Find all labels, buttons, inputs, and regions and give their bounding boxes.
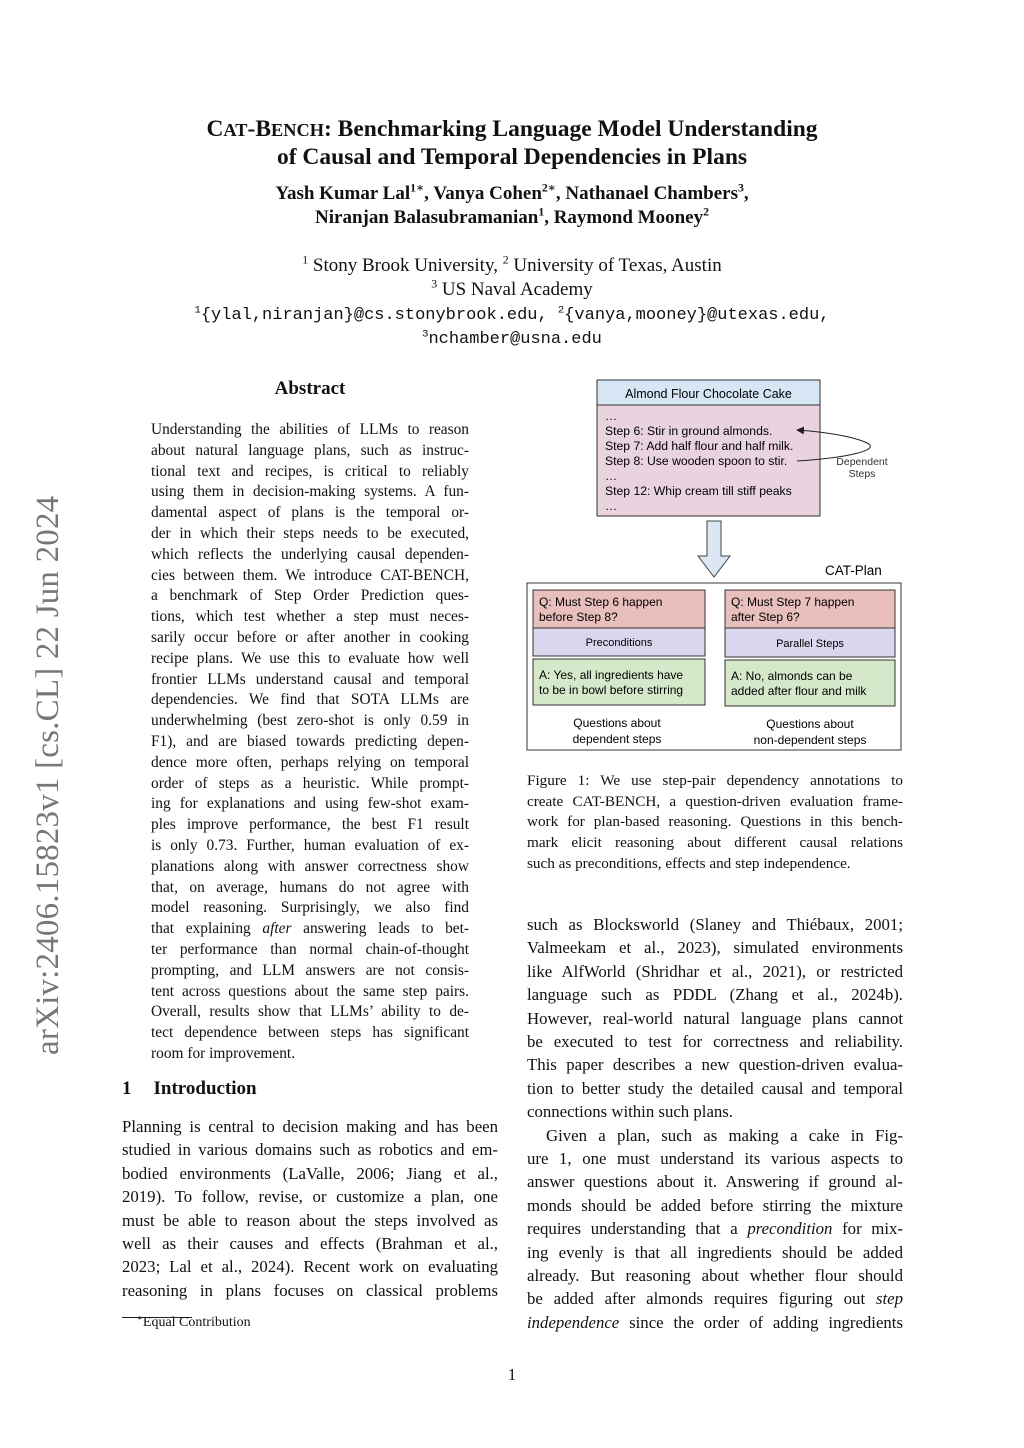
left-answer: A: Yes, all ingredients have (539, 668, 684, 682)
italic-term: step (875, 1289, 903, 1309)
text-line: ter performance than normal chain-of-thought (151, 941, 469, 958)
text-line: 2023; Lal et al., 2024). Recent work on evaluating (122, 1257, 498, 1277)
left-question: Q: Must Step 6 happen (539, 595, 663, 609)
text-line: independence since the order of adding ingredients (527, 1312, 903, 1332)
text-line: using them in decision-making systems. A fun- (151, 483, 469, 501)
down-arrow (698, 521, 730, 577)
right-caption: non-dependent steps (753, 733, 867, 747)
figure-1-diagram (525, 378, 905, 756)
right-answer: A: No, almonds can be (731, 669, 853, 683)
text-line: planations along with answer correctness show (151, 857, 469, 875)
dependent-label: Steps (848, 468, 876, 480)
author-emails: $^1${ylal,niranjan}@cs.stonybrook.edu, $^2${vanya,mooney}@utexas.edu, $^3$nchamber@usna.edu (194, 304, 830, 349)
text-line: underwhelming (best zero-shot is only 0.59 in (151, 712, 469, 730)
title-line-2: of Causal and Temporal Dependencies in Plans (276, 144, 748, 170)
text-line: studied in various domains such as robotics and em- (122, 1140, 498, 1160)
text-line: such as Blocksworld (Slaney and Thiébaux, 2001; (527, 915, 903, 934)
text-line: recipe plans. We use this to evaluate how well (151, 649, 469, 667)
text-line: create CAT-BENCH, a question-driven evaluation frame- (527, 792, 903, 810)
text-line: about natural language plans, such as instruc- (151, 441, 469, 459)
paper-title (120, 116, 904, 171)
text-line: Valmeekam et al., 2023), simulated environments (527, 938, 903, 958)
affiliations: $^1$ Stony Brook University, $^2$ University of Texas, Austin $^3$ US Naval Academy (302, 253, 722, 300)
text-line: Given a plan, such as making a cake in Fig- (546, 1125, 903, 1145)
title-line-1: CAT-BENCH: Benchmarking Language Model Understanding (206, 116, 818, 142)
text-line: work for plan-based reasoning. Questions in this bench- (527, 813, 903, 831)
text-line: ples improve performance, the best F1 result (151, 816, 469, 834)
text-line: damental aspect of plans is the temporal or- (151, 504, 469, 522)
text-line: mark elicit reasoning about different causal relations (527, 834, 903, 852)
cat-plan-label: CAT-Plan (825, 563, 882, 578)
text-line: a benchmark of Step Order Prediction ques- (151, 587, 469, 605)
text-line: Overall, results show that LLMs’ ability to de- (151, 1003, 469, 1021)
text-line: tect dependence between steps has significant (151, 1024, 469, 1042)
text-line: ing for explanations and using few-shot exam- (151, 795, 469, 813)
italic-term: independence (527, 1312, 620, 1332)
text-line: already. But reasoning about whether flour should (527, 1266, 903, 1285)
recipe-line: … (605, 499, 618, 513)
text-line: such as preconditions, effects and step independence. (527, 854, 851, 872)
text-line: reasoning in plans focuses on classical problems (122, 1280, 498, 1300)
text-line: that explaining after answering leads to bet- (151, 920, 469, 938)
text-line: answer questions about it. Answering if ground al- (527, 1172, 903, 1192)
text-line: requires understanding that a precondition for mix- (527, 1219, 904, 1239)
text-line: Understanding the abilities of LLMs to reason (151, 421, 469, 438)
recipe-line: … (605, 409, 618, 423)
right-question: after Step 6? (731, 610, 800, 624)
recipe-line: Step 7: Add half flour and half milk. (605, 439, 794, 453)
text-line: tional text and recipes, is critical to reliably (151, 462, 469, 480)
text-line: cies between them. We introduce CAT-BENCH, (151, 566, 469, 584)
text-line: language such as PDDL (Zhang et al., 2024b). (527, 985, 903, 1005)
text-line: frontier LLMs understand causal and temporal (151, 670, 469, 688)
text-line: monds should be added before stirring the mixture (527, 1195, 903, 1215)
right-relation: Parallel Steps (776, 638, 844, 650)
text-line: must be able to reason about the steps involved as (122, 1210, 498, 1230)
text-line: which reflects the underlying causal dependen- (151, 545, 469, 563)
text-line: This paper describes a new question-driven evalua- (527, 1055, 903, 1075)
text-line: room for improvement. (151, 1045, 296, 1062)
text-line: model reasoning. Surprisingly, we also find (151, 899, 469, 917)
left-caption: dependent steps (572, 732, 662, 746)
figure-1 (525, 378, 905, 756)
left-caption: Questions about (573, 716, 661, 730)
italic-term: precondition (747, 1219, 833, 1239)
italic-term: after (262, 920, 292, 938)
text-line: ure 1, one must understand its various aspects to (527, 1149, 903, 1168)
text-line: Figure 1: We use step-pair dependency annotations to (527, 772, 903, 789)
text-line: be executed to test for correctness and reliability. (527, 1032, 903, 1051)
abstract-heading: Abstract (274, 378, 346, 399)
footnote: ∗Equal Contribution (137, 1312, 251, 1330)
dependent-label: Dependent (836, 456, 888, 468)
text-line: tent across questions about the same step pairs. (151, 982, 469, 1000)
right-question: Q: Must Step 7 happen (731, 595, 855, 609)
left-question: before Step 8? (539, 610, 618, 624)
text-line: ing evenly is that all ingredients should be added (527, 1242, 903, 1262)
text-line: dependencies. We find that SOTA LLMs are (151, 691, 469, 709)
authors: Yash Kumar Lal$^{1∗}$, Vanya Cohen$^{2∗}$, Nathanael Chambers$^3$, Niranjan Balasubramanian$^1$, Raymond Mooney$^2$ (275, 181, 749, 228)
text-line: connections within such plans. (527, 1102, 734, 1122)
text-line: well as their causes and effects (Brahman et al., (122, 1234, 498, 1253)
left-answer: to be in bowl before stirring (539, 683, 684, 697)
text-line: sarily occur before or after another in cooking (151, 629, 469, 646)
text-line: Planning is central to decision making and has been (122, 1117, 498, 1136)
section-heading-introduction: 1 Introduction (122, 1078, 257, 1099)
text-line: F1), and are biased towards predicting depen- (151, 733, 469, 750)
recipe-line: Step 8: Use wooden spoon to stir. (605, 454, 788, 468)
left-relation: Preconditions (585, 637, 653, 649)
recipe-line: … (605, 469, 618, 483)
text-line: prompting, and LLM answers are not consis- (151, 961, 469, 979)
text-line: However, real-world natural language plans cannot (527, 1008, 903, 1028)
text-line: like AlfWorld (Shridhar et al., 2021), or restricted (527, 961, 903, 981)
text-line: bodied environments (LaValle, 2006; Jiang et al., (122, 1163, 498, 1183)
right-answer: added after flour and milk (731, 684, 867, 698)
text-line: tions, which test whether a step must neces- (151, 608, 469, 626)
text-line: tion to better study the detailed causal and temporal (527, 1078, 903, 1098)
page-number: 1 (507, 1365, 517, 1384)
text-line: der in which their steps needs to be executed, (151, 525, 469, 542)
text-line: 2019). To follow, revise, or customize a plan, one (122, 1187, 498, 1207)
recipe-line: Step 6: Stir in ground almonds. (605, 424, 773, 438)
text-line: be added after almonds requires figuring out step (527, 1289, 903, 1309)
right-answer-box (725, 660, 895, 706)
right-caption: Questions about (766, 717, 854, 731)
text-line: is only 0.73. Further, human evaluation of ex- (151, 837, 469, 854)
text-line: that, on average, humans do not agree with (151, 878, 469, 896)
recipe-line: Step 12: Whip cream till stiff peaks (605, 484, 792, 498)
arxiv-stamp: arXiv:2406.15823v1 [cs.CL] 22 Jun 2024 (30, 495, 66, 1055)
text-line: dence more often, perhaps relying on temporal (151, 753, 469, 771)
left-answer-box (533, 659, 705, 705)
recipe-title: Almond Flour Chocolate Cake (625, 387, 792, 401)
text-line: order of steps as a heuristic. While prompt- (151, 774, 469, 792)
